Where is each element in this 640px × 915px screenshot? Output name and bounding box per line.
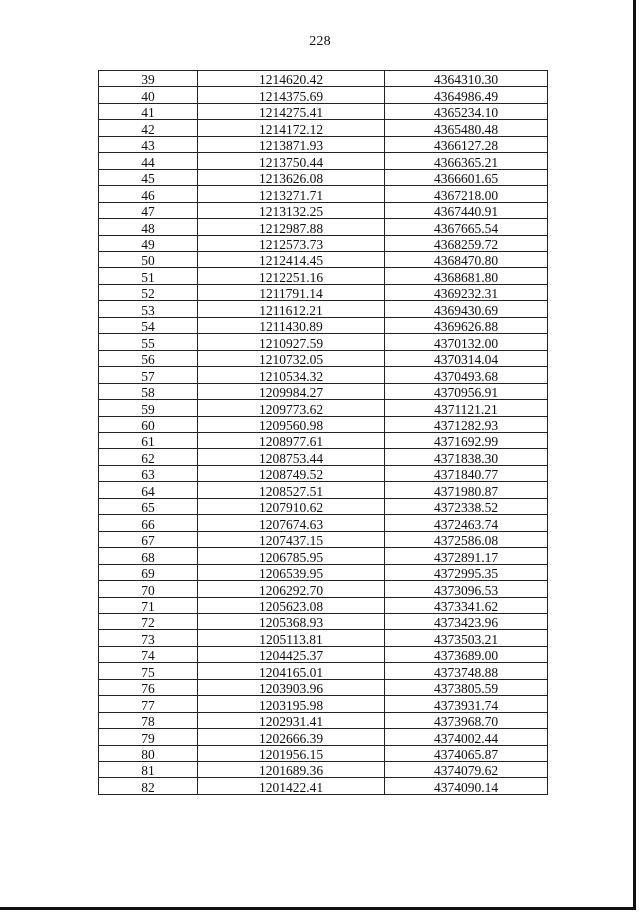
table-row xyxy=(99,153,548,169)
point-number-cell: 47 xyxy=(99,202,198,218)
point-number-cell: 66 xyxy=(99,515,198,531)
point-number-cell: 80 xyxy=(99,745,198,761)
point-number-cell: 76 xyxy=(99,679,198,695)
point-number-cell: 79 xyxy=(99,729,198,745)
y-coordinate-cell: 4369430.69 xyxy=(385,301,548,317)
x-coordinate-cell: 1212987.88 xyxy=(198,219,385,235)
point-number-cell: 81 xyxy=(99,762,198,778)
x-coordinate-cell: 1204425.37 xyxy=(198,646,385,662)
y-coordinate-cell: 4372463.74 xyxy=(385,515,548,531)
x-coordinate-cell: 1209984.27 xyxy=(198,383,385,399)
point-number-cell: 75 xyxy=(99,663,198,679)
point-number-cell: 63 xyxy=(99,465,198,481)
point-number-cell: 49 xyxy=(99,235,198,251)
table-row xyxy=(99,251,548,267)
table-row xyxy=(99,169,548,185)
y-coordinate-cell: 4373096.53 xyxy=(385,581,548,597)
table-row xyxy=(99,597,548,613)
x-coordinate-cell: 1213626.08 xyxy=(198,169,385,185)
y-coordinate-cell: 4371980.87 xyxy=(385,482,548,498)
y-coordinate-cell: 4367440.91 xyxy=(385,202,548,218)
coordinates-table xyxy=(98,70,548,795)
point-number-cell: 74 xyxy=(99,646,198,662)
table-row xyxy=(99,630,548,646)
table-row xyxy=(99,646,548,662)
y-coordinate-cell: 4374002.44 xyxy=(385,729,548,745)
table-row xyxy=(99,120,548,136)
y-coordinate-cell: 4370493.68 xyxy=(385,367,548,383)
point-number-cell: 60 xyxy=(99,416,198,432)
point-number-cell: 43 xyxy=(99,136,198,152)
table-row xyxy=(99,613,548,629)
table-row xyxy=(99,663,548,679)
point-number-cell: 65 xyxy=(99,498,198,514)
table-row xyxy=(99,465,548,481)
x-coordinate-cell: 1214620.42 xyxy=(198,71,385,87)
table-row xyxy=(99,482,548,498)
point-number-cell: 61 xyxy=(99,432,198,448)
x-coordinate-cell: 1211430.89 xyxy=(198,317,385,333)
x-coordinate-cell: 1203195.98 xyxy=(198,696,385,712)
y-coordinate-cell: 4369626.88 xyxy=(385,317,548,333)
point-number-cell: 57 xyxy=(99,367,198,383)
x-coordinate-cell: 1212414.45 xyxy=(198,251,385,267)
y-coordinate-cell: 4374090.14 xyxy=(385,778,548,794)
point-number-cell: 40 xyxy=(99,87,198,103)
x-coordinate-cell: 1207437.15 xyxy=(198,531,385,547)
table-row xyxy=(99,564,548,580)
x-coordinate-cell: 1201956.15 xyxy=(198,745,385,761)
y-coordinate-cell: 4364986.49 xyxy=(385,87,548,103)
x-coordinate-cell: 1206292.70 xyxy=(198,581,385,597)
coordinates-table-body xyxy=(99,71,548,795)
point-number-cell: 56 xyxy=(99,350,198,366)
table-row xyxy=(99,778,548,794)
table-row xyxy=(99,219,548,235)
point-number-cell: 68 xyxy=(99,548,198,564)
x-coordinate-cell: 1213132.25 xyxy=(198,202,385,218)
table-row xyxy=(99,284,548,300)
y-coordinate-cell: 4369232.31 xyxy=(385,284,548,300)
x-coordinate-cell: 1207674.63 xyxy=(198,515,385,531)
x-coordinate-cell: 1208977.61 xyxy=(198,432,385,448)
table-row xyxy=(99,235,548,251)
point-number-cell: 46 xyxy=(99,186,198,202)
x-coordinate-cell: 1212573.73 xyxy=(198,235,385,251)
table-row xyxy=(99,383,548,399)
table-row xyxy=(99,449,548,465)
table-row xyxy=(99,202,548,218)
y-coordinate-cell: 4371282.93 xyxy=(385,416,548,432)
y-coordinate-cell: 4365234.10 xyxy=(385,103,548,119)
y-coordinate-cell: 4372338.52 xyxy=(385,498,548,514)
table-row xyxy=(99,712,548,728)
point-number-cell: 82 xyxy=(99,778,198,794)
x-coordinate-cell: 1207910.62 xyxy=(198,498,385,514)
x-coordinate-cell: 1205368.93 xyxy=(198,613,385,629)
table-row xyxy=(99,531,548,547)
table-row xyxy=(99,334,548,350)
x-coordinate-cell: 1208753.44 xyxy=(198,449,385,465)
point-number-cell: 50 xyxy=(99,251,198,267)
point-number-cell: 42 xyxy=(99,120,198,136)
x-coordinate-cell: 1213871.93 xyxy=(198,136,385,152)
table-row xyxy=(99,367,548,383)
table-row xyxy=(99,416,548,432)
page-number: 228 xyxy=(309,34,331,49)
table-row xyxy=(99,186,548,202)
table-row xyxy=(99,136,548,152)
point-number-cell: 45 xyxy=(99,169,198,185)
point-number-cell: 48 xyxy=(99,219,198,235)
y-coordinate-cell: 4373968.70 xyxy=(385,712,548,728)
y-coordinate-cell: 4373503.21 xyxy=(385,630,548,646)
x-coordinate-cell: 1212251.16 xyxy=(198,268,385,284)
point-number-cell: 51 xyxy=(99,268,198,284)
table-row xyxy=(99,679,548,695)
point-number-cell: 58 xyxy=(99,383,198,399)
x-coordinate-cell: 1204165.01 xyxy=(198,663,385,679)
table-row xyxy=(99,268,548,284)
x-coordinate-cell: 1206785.95 xyxy=(198,548,385,564)
y-coordinate-cell: 4366127.28 xyxy=(385,136,548,152)
table-row xyxy=(99,103,548,119)
table-row xyxy=(99,301,548,317)
y-coordinate-cell: 4371121.21 xyxy=(385,400,548,416)
x-coordinate-cell: 1214275.41 xyxy=(198,103,385,119)
y-coordinate-cell: 4374065.87 xyxy=(385,745,548,761)
y-coordinate-cell: 4370956.91 xyxy=(385,383,548,399)
y-coordinate-cell: 4372586.08 xyxy=(385,531,548,547)
point-number-cell: 62 xyxy=(99,449,198,465)
point-number-cell: 52 xyxy=(99,284,198,300)
y-coordinate-cell: 4374079.62 xyxy=(385,762,548,778)
x-coordinate-cell: 1211791.14 xyxy=(198,284,385,300)
point-number-cell: 77 xyxy=(99,696,198,712)
y-coordinate-cell: 4370132.00 xyxy=(385,334,548,350)
point-number-cell: 59 xyxy=(99,400,198,416)
x-coordinate-cell: 1202931.41 xyxy=(198,712,385,728)
table-row xyxy=(99,87,548,103)
y-coordinate-cell: 4373748.88 xyxy=(385,663,548,679)
x-coordinate-cell: 1206539.95 xyxy=(198,564,385,580)
y-coordinate-cell: 4371838.30 xyxy=(385,449,548,465)
table-row xyxy=(99,350,548,366)
point-number-cell: 72 xyxy=(99,613,198,629)
point-number-cell: 39 xyxy=(99,71,198,87)
x-coordinate-cell: 1208527.51 xyxy=(198,482,385,498)
table-row xyxy=(99,548,548,564)
x-coordinate-cell: 1205113.81 xyxy=(198,630,385,646)
x-coordinate-cell: 1210732.05 xyxy=(198,350,385,366)
y-coordinate-cell: 4366601.65 xyxy=(385,169,548,185)
y-coordinate-cell: 4370314.04 xyxy=(385,350,548,366)
y-coordinate-cell: 4372995.35 xyxy=(385,564,548,580)
x-coordinate-cell: 1210534.32 xyxy=(198,367,385,383)
table-row xyxy=(99,729,548,745)
point-number-cell: 64 xyxy=(99,482,198,498)
point-number-cell: 67 xyxy=(99,531,198,547)
point-number-cell: 53 xyxy=(99,301,198,317)
y-coordinate-cell: 4368681.80 xyxy=(385,268,548,284)
point-number-cell: 73 xyxy=(99,630,198,646)
y-coordinate-cell: 4373805.59 xyxy=(385,679,548,695)
table-row xyxy=(99,515,548,531)
y-coordinate-cell: 4372891.17 xyxy=(385,548,548,564)
y-coordinate-cell: 4366365.21 xyxy=(385,153,548,169)
y-coordinate-cell: 4367218.00 xyxy=(385,186,548,202)
x-coordinate-cell: 1211612.21 xyxy=(198,301,385,317)
x-coordinate-cell: 1209560.98 xyxy=(198,416,385,432)
x-coordinate-cell: 1201422.41 xyxy=(198,778,385,794)
y-coordinate-cell: 4373341.62 xyxy=(385,597,548,613)
y-coordinate-cell: 4371840.77 xyxy=(385,465,548,481)
x-coordinate-cell: 1208749.52 xyxy=(198,465,385,481)
table-row xyxy=(99,581,548,597)
y-coordinate-cell: 4368259.72 xyxy=(385,235,548,251)
y-coordinate-cell: 4373689.00 xyxy=(385,646,548,662)
table-row xyxy=(99,317,548,333)
y-coordinate-cell: 4373931.74 xyxy=(385,696,548,712)
y-coordinate-cell: 4365480.48 xyxy=(385,120,548,136)
point-number-cell: 70 xyxy=(99,581,198,597)
x-coordinate-cell: 1214172.12 xyxy=(198,120,385,136)
table-row xyxy=(99,762,548,778)
x-coordinate-cell: 1202666.39 xyxy=(198,729,385,745)
x-coordinate-cell: 1209773.62 xyxy=(198,400,385,416)
x-coordinate-cell: 1213271.71 xyxy=(198,186,385,202)
point-number-cell: 54 xyxy=(99,317,198,333)
point-number-cell: 71 xyxy=(99,597,198,613)
x-coordinate-cell: 1205623.08 xyxy=(198,597,385,613)
point-number-cell: 44 xyxy=(99,153,198,169)
y-coordinate-cell: 4373423.96 xyxy=(385,613,548,629)
table-row xyxy=(99,745,548,761)
y-coordinate-cell: 4371692.99 xyxy=(385,432,548,448)
x-coordinate-cell: 1203903.96 xyxy=(198,679,385,695)
table-row xyxy=(99,71,548,87)
point-number-cell: 78 xyxy=(99,712,198,728)
x-coordinate-cell: 1210927.59 xyxy=(198,334,385,350)
point-number-cell: 55 xyxy=(99,334,198,350)
table-row xyxy=(99,400,548,416)
table-row xyxy=(99,432,548,448)
point-number-cell: 69 xyxy=(99,564,198,580)
y-coordinate-cell: 4364310.30 xyxy=(385,71,548,87)
table-row xyxy=(99,696,548,712)
x-coordinate-cell: 1214375.69 xyxy=(198,87,385,103)
y-coordinate-cell: 4367665.54 xyxy=(385,219,548,235)
y-coordinate-cell: 4368470.80 xyxy=(385,251,548,267)
table-row xyxy=(99,498,548,514)
x-coordinate-cell: 1201689.36 xyxy=(198,762,385,778)
x-coordinate-cell: 1213750.44 xyxy=(198,153,385,169)
point-number-cell: 41 xyxy=(99,103,198,119)
